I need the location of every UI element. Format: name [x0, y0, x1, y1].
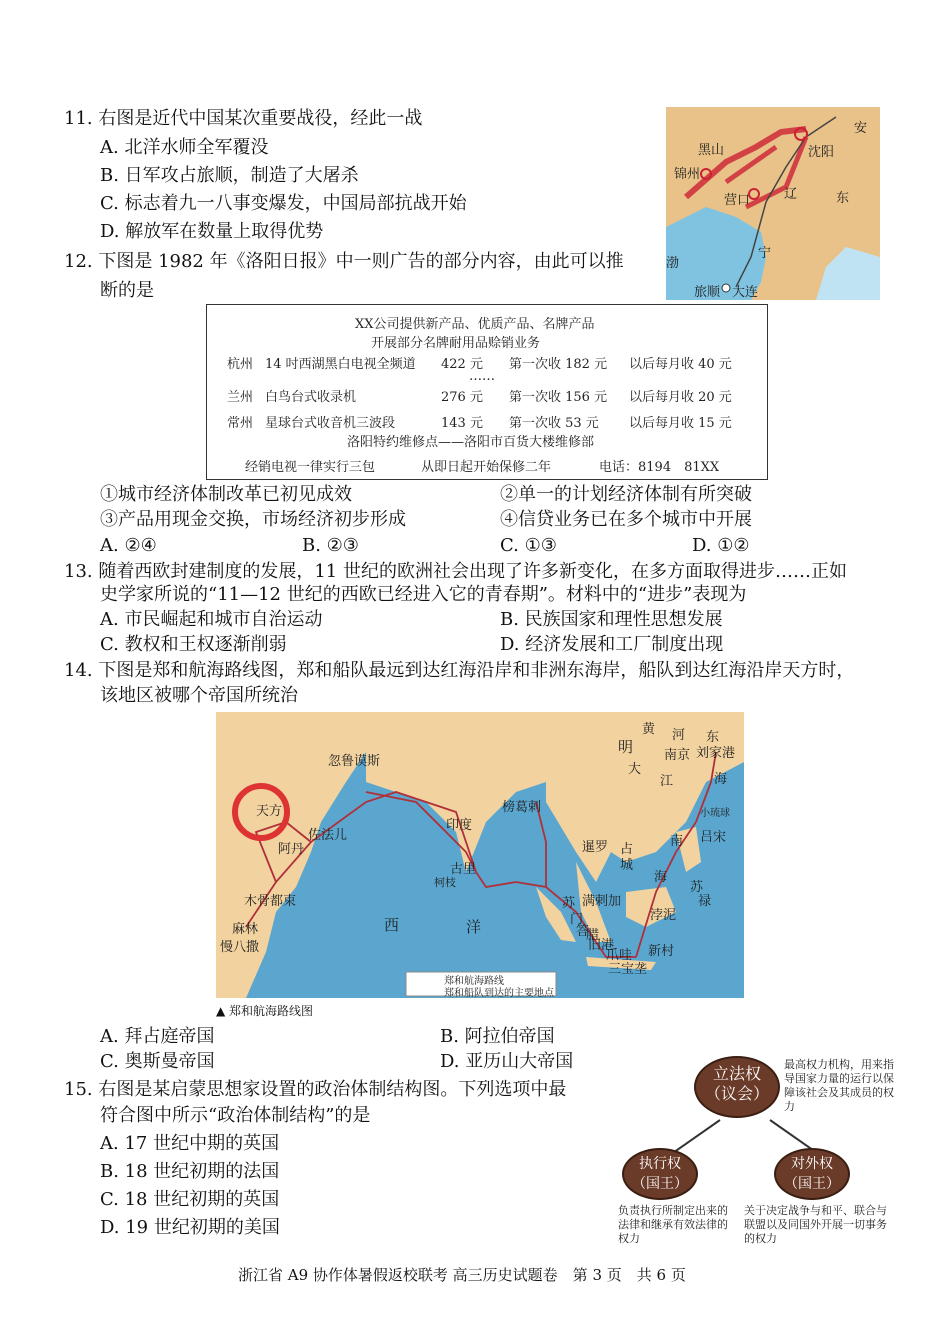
q15-option-a: A. 17 世纪中期的英国 [100, 1133, 280, 1154]
ad-row3-price: 143 元 [441, 416, 483, 431]
map-label-manlajia: 满剌加 [582, 894, 622, 909]
legend-points: 郑和船队到达的主要地点 [444, 988, 554, 998]
legislative-note: 最高权力机构，用来指导国家力量的运行以保障该社会及其成员的权力 [784, 1058, 894, 1113]
map-label-dong: 东 [706, 730, 720, 745]
q12-statement-3: ③产品用现金交换，市场经济初步形成 [100, 509, 406, 530]
q15-option-b: B. 18 世纪初期的法国 [100, 1161, 280, 1182]
map-label-guli: 古里 [450, 862, 477, 877]
map-label-dong: 东 [836, 191, 850, 206]
map-label-an: 安 [854, 121, 868, 136]
q14-map-caption: ▲ 郑和航海路线图 [216, 1004, 314, 1018]
map-label-adan: 阿丹 [278, 842, 305, 857]
q12-statement-2: ②单一的计划经济体制有所突破 [500, 484, 752, 505]
ad-row2-item: 白鸟台式收录机 [265, 390, 357, 405]
map-label-manbasa: 慢八撒 [220, 940, 260, 955]
ad-title-1: XX公司提供新产品、优质产品、名牌产品 [355, 317, 595, 332]
map-label-hai: 海 [714, 772, 728, 787]
ad-row3-first: 第一次收 53 元 [509, 416, 599, 431]
q15-option-c: C. 18 世纪初期的英国 [100, 1189, 280, 1210]
map-label-he: 河 [672, 728, 686, 743]
map-label-xianluo: 暹罗 [582, 840, 609, 855]
map-label-mugudushu: 木骨都束 [244, 894, 297, 909]
legislative-label: 立法权 [712, 1064, 761, 1083]
map-label-zhan: 占 [620, 842, 634, 857]
q13-line1: 13. 随着西欧封建制度的发展，11 世纪的欧洲社会出现了许多新变化，在多方面取得进步……正如 [64, 561, 847, 582]
q12-option-c: C. ①③ [500, 535, 557, 556]
q13-option-d: D. 经济发展和工厂制度出现 [500, 634, 724, 655]
map-label-heishan: 黑山 [698, 143, 725, 158]
q12-statement-1: ①城市经济体制改革已初见成效 [100, 484, 352, 505]
map-label-liao: 辽 [784, 187, 798, 202]
q14-line1: 14. 下图是郑和航海路线图，郑和船队最远到达红海沿岸和非洲东海岸，船队到达红海沿岸天方时， [64, 660, 855, 681]
map-label-jiang: 江 [660, 774, 674, 789]
map-label-malin: 麻林 [232, 922, 259, 937]
map-label-sanbaolong: 三宝垄 [608, 962, 648, 977]
map-label-lu: 禄 [698, 894, 712, 909]
map-label-hai2: 海 [654, 870, 668, 885]
ad-footer-phone: 电话：8194 81XX [599, 460, 720, 475]
q12-option-d: D. ①② [692, 535, 750, 556]
map-label-xi: 西 [384, 916, 400, 934]
ad-row1-item: 14 吋西湖黑白电视全频道 [265, 357, 416, 372]
ad-row3-monthly: 以后每月收 15 元 [629, 416, 732, 431]
map-label-ming: 明 [618, 738, 634, 756]
q11-option-b: B. 日军攻占旅顺，制造了大屠杀 [100, 165, 359, 186]
q14-option-b: B. 阿拉伯帝国 [440, 1026, 555, 1047]
q14-option-a: A. 拜占庭帝国 [100, 1026, 215, 1047]
map-label-nan: 南 [670, 834, 684, 849]
map-label-hulumosi: 忽鲁谟斯 [328, 754, 381, 769]
ad-row2-price: 276 元 [441, 390, 483, 405]
map-label-la: 腊 [586, 928, 600, 943]
legislative-power-node [694, 1056, 780, 1118]
ad-row2-city: 兰州 [227, 390, 254, 405]
q12-stem-line1: 12. 下图是 1982 年《洛阳日报》中一则广告的部分内容，由此可以推 [64, 251, 624, 272]
executive-sub: （国王） [632, 1176, 688, 1192]
ad-row2-first: 第一次收 156 元 [509, 390, 608, 405]
map-label-dalian: 大连 [732, 285, 759, 300]
map-label-xincun: 新村 [648, 944, 675, 959]
page-footer: 浙江省 A9 协作体暑假返校联考 高三历史试题卷 第 3 页 共 6 页 [238, 1266, 686, 1284]
federative-label: 对外权 [791, 1156, 833, 1172]
map-label-bangeila: 榜葛剌 [502, 800, 542, 815]
map-label-shenyang: 沈阳 [808, 145, 835, 160]
executive-label: 执行权 [639, 1156, 681, 1172]
map-label-zuofaer: 佐法儿 [308, 828, 348, 843]
federative-note: 关于决定战争与和平、联合与联盟以及同国外开展一切事务的权力 [744, 1204, 887, 1245]
q11-option-c: C. 标志着九一八事变爆发，中国局部抗战开始 [100, 193, 467, 214]
executive-power-node [622, 1148, 698, 1200]
federative-sub: （国王） [784, 1176, 840, 1192]
map-label-su: 苏 [562, 896, 576, 911]
map-label-jinzhou: 锦州 [674, 167, 701, 182]
ad-row1-first: 第一次收 182 元 [509, 357, 608, 372]
executive-note: 负责执行所制定出来的法律和继承有效法律的权力 [618, 1204, 728, 1245]
map-label-da: 大 [628, 762, 642, 777]
q15-line1: 15. 右图是某启蒙思想家设置的政治体制结构图。下列选项中最 [64, 1079, 567, 1100]
map-label-kezhi: 柯枝 [434, 876, 456, 889]
legend-route: 郑和航海路线 [444, 976, 504, 987]
map-label-liujiagang: 刘家港 [696, 746, 736, 761]
q14-line2: 该地区被哪个帝国所统治 [100, 685, 298, 706]
q13-line2: 史学家所说的“11—12 世纪的西欧已经进入它的青春期”。材料中的“进步”表现为 [100, 584, 747, 605]
federative-power-node [774, 1148, 850, 1200]
q12-option-b: B. ②③ [302, 535, 359, 556]
map-label-lvsong: 吕宋 [700, 830, 727, 845]
map-label-yindu: 印度 [446, 818, 473, 833]
map-label-tianfang: 天方 [256, 804, 283, 819]
map-label-yingkou: 营口 [724, 193, 751, 208]
map-label-yang: 洋 [466, 918, 482, 936]
q14-option-d: D. 亚历山大帝国 [440, 1051, 574, 1072]
zhenghe-voyage-map [216, 712, 744, 998]
ad-row3-city: 常州 [227, 416, 254, 431]
map-label-zhuawa: 爪哇 [606, 948, 633, 963]
map-label-da2: 答 [576, 924, 590, 939]
ad-ellipsis: …… [469, 369, 495, 384]
map-label-jiugang: 旧港 [588, 938, 615, 953]
q12-stem-line2: 断的是 [100, 280, 154, 301]
ad-repair-point: 洛阳特约维修点——洛阳市百货大楼维修部 [347, 435, 595, 450]
ad-footer-guarantee: 从即日起开始保修二年 [421, 460, 552, 475]
q13-option-a: A. 市民崛起和城市自治运动 [100, 609, 323, 630]
q11-stem: 11. 右图是近代中国某次重要战役，经此一战 [64, 108, 423, 129]
ad-row1-price: 422 元 [441, 357, 483, 372]
ad-row1-city: 杭州 [227, 357, 254, 372]
map-label-huang: 黄 [642, 722, 656, 737]
q12-statement-4: ④信贷业务已在多个城市中开展 [500, 509, 752, 530]
newspaper-advertisement [206, 304, 768, 480]
legislative-sub: （议会） [704, 1084, 769, 1103]
map-label-lushun: 旅顺 [694, 285, 721, 300]
ad-title-2: 开展部分名牌耐用品赊销业务 [371, 336, 541, 351]
q13-option-b: B. 民族国家和理性思想发展 [500, 609, 723, 630]
q11-option-d: D. 解放军在数量上取得优势 [100, 221, 324, 242]
map-label-ning: 宁 [758, 246, 772, 261]
q15-line2: 符合图中所示“政治体制结构”的是 [100, 1105, 371, 1126]
map-label-xiaoliuqiu: 小琉球 [700, 808, 730, 819]
map-label-nanjing: 南京 [664, 748, 691, 763]
map-label-men: 门 [570, 912, 584, 927]
q14-option-c: C. 奥斯曼帝国 [100, 1051, 215, 1072]
q12-option-a: A. ②④ [100, 535, 157, 556]
q15-option-d: D. 19 世纪初期的美国 [100, 1217, 280, 1238]
map-label-cheng: 城 [620, 858, 634, 873]
ad-row2-monthly: 以后每月收 20 元 [629, 390, 732, 405]
ad-footer-warranty: 经销电视一律实行三包 [245, 460, 376, 475]
map-label-su2: 苏 [690, 880, 704, 895]
map-label-bo: 渤 [666, 256, 680, 271]
map-label-boni: 浡泥 [650, 908, 677, 923]
q11-option-a: A. 北洋水师全军覆没 [100, 137, 269, 158]
ad-row1-monthly: 以后每月收 40 元 [629, 357, 732, 372]
liaoshen-battle-map [666, 107, 880, 300]
ad-row3-item: 星球台式收音机三波段 [265, 416, 396, 431]
q13-option-c: C. 教权和王权逐渐削弱 [100, 634, 287, 655]
